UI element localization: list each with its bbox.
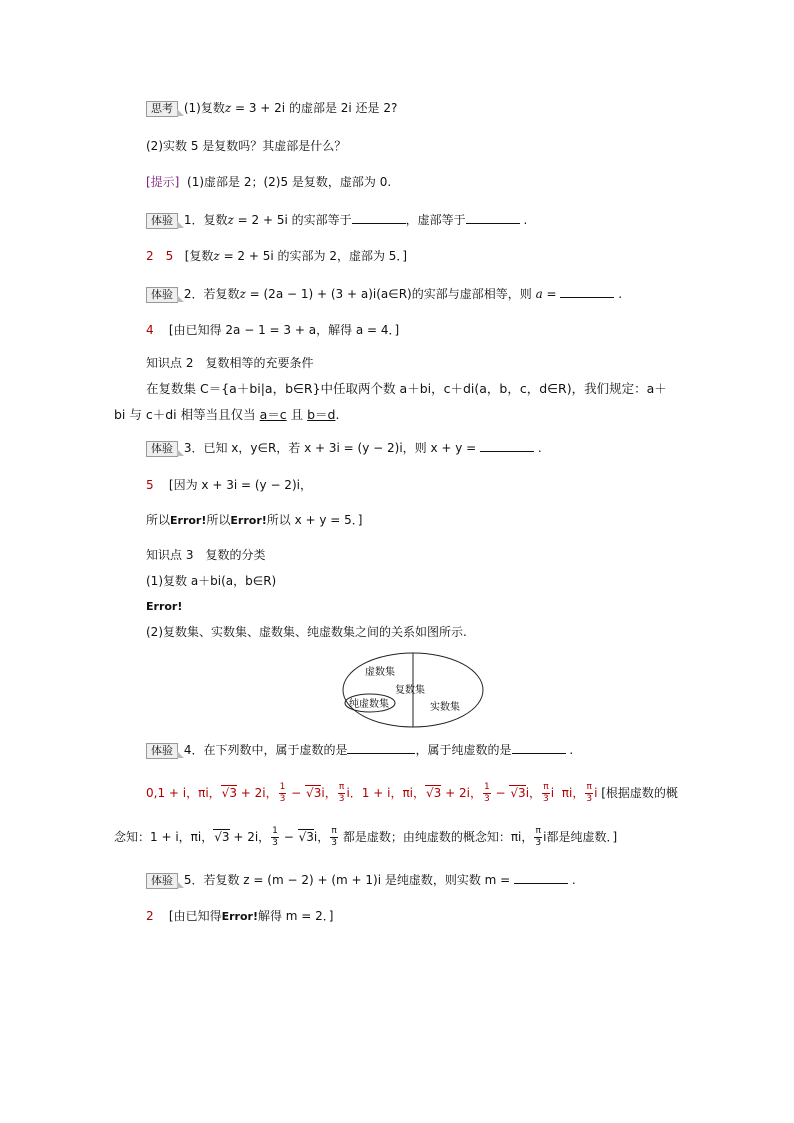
- knowledge-point-2-body: 在复数集 C＝{a＋bi|a，b∈R}中任取两个数 a＋bi，c＋di(a，b，c，d∈R)，我们规定：a＋: [146, 381, 667, 396]
- knowledge-point-2-title: 知识点 2 复数相等的充要条件: [146, 356, 314, 370]
- label-pure-imaginary-set: 纯虚数集: [349, 699, 389, 710]
- set-relation-diagram: [340, 650, 486, 730]
- label-real-set: 实数集: [430, 702, 460, 713]
- exercise-1: 体验 1．复数z = 2 + 5i 的实部等于 ，虚部等于 .: [146, 211, 527, 229]
- think-tag: 思考: [146, 101, 178, 117]
- exercise-2-answer: 4 [由已知得 2a − 1 = 3 + a，解得 a = 4．]: [146, 323, 400, 337]
- think-hint: [提示] (1)虚部是 2；(2)5 是复数，虚部为 0.: [146, 175, 392, 189]
- exercise-5-answer: 2 [由已知得Error!解得 m = 2．]: [146, 909, 334, 923]
- exercise-3: 体验 3．已知 x，y∈R，若 x + 3i = (y − 2)i，则 x + y = .: [146, 439, 542, 457]
- think-question-1: 思考 (1)复数z = 3 + 2i 的虚部是 2i 还是 2?: [146, 100, 397, 117]
- think-question-2: (2)实数 5 是复数吗？其虚部是什么？: [146, 139, 347, 153]
- knowledge-point-2-body-2: bi 与 c＋di 相等当且仅当 a＝c 且 b＝d.: [114, 407, 340, 422]
- label-imaginary-set: 虚数集: [365, 667, 395, 678]
- hint-tag: [提示]: [146, 175, 180, 189]
- answer-blank[interactable]: [480, 439, 534, 452]
- knowledge-point-3-title: 知识点 3 复数的分类: [146, 548, 266, 562]
- exercise-5: 体验 5．若复数 z = (m − 2) + (m + 1)i 是纯虚数，则实数 m = .: [146, 871, 576, 889]
- exercise-3-answer-2: 所以Error!所以Error!所以 x + y = 5．]: [146, 513, 363, 527]
- label-complex-set: 复数集: [395, 685, 425, 696]
- exercise-1-answer: 2 5 [复数z = 2 + 5i 的实部为 2，虚部为 5．]: [146, 249, 408, 263]
- knowledge-point-3-item-2: (2)复数集、实数集、虚数集、纯虚数集之间的关系如图所示.: [146, 625, 467, 639]
- exercise-2: 体验 2．若复数z = (2a − 1) + (3 + a)i(a∈R)的实部与虚部相等，则 a = .: [146, 285, 622, 303]
- exercise-4-answer: 0,1 + i，πi，√ 3 + 2i， $\frac{1}{3}$ − √ 3i， $\frac{\pi}{3}$ i．1 + i，πi，√ 3 + 2i， $\frac{1}{3}$ − √ 3i， $\frac{\pi}{3}$ i πi， $\frac{\pi}{3}$ i [根据虚数的概: [146, 782, 678, 805]
- exercise-3-answer: 5 [因为 x + 3i = (y − 2)i，: [146, 478, 312, 492]
- answer-blank[interactable]: [347, 741, 415, 754]
- knowledge-point-3-item-1: (1)复数 a＋bi(a，b∈R): [146, 574, 277, 588]
- answer-blank[interactable]: [560, 285, 614, 298]
- knowledge-point-3-error: Error!: [146, 600, 183, 613]
- answer-blank[interactable]: [466, 211, 520, 224]
- answer-blank[interactable]: [352, 211, 406, 224]
- exercise-4-answer-2: 念知：1 + i，πi，√ 3 + 2i， $\frac{1}{3}$ − √ 3i， $\frac{\pi}{3}$ 都是虚数；由纯虚数的概念知：πi， $\frac{\pi}{3}$ i都是纯虚数．]: [114, 826, 617, 849]
- answer-blank[interactable]: [512, 741, 566, 754]
- answer-blank[interactable]: [514, 871, 568, 884]
- exercise-4: 体验 4．在下列数中，属于虚数的是 ，属于纯虚数的是 .: [146, 741, 573, 759]
